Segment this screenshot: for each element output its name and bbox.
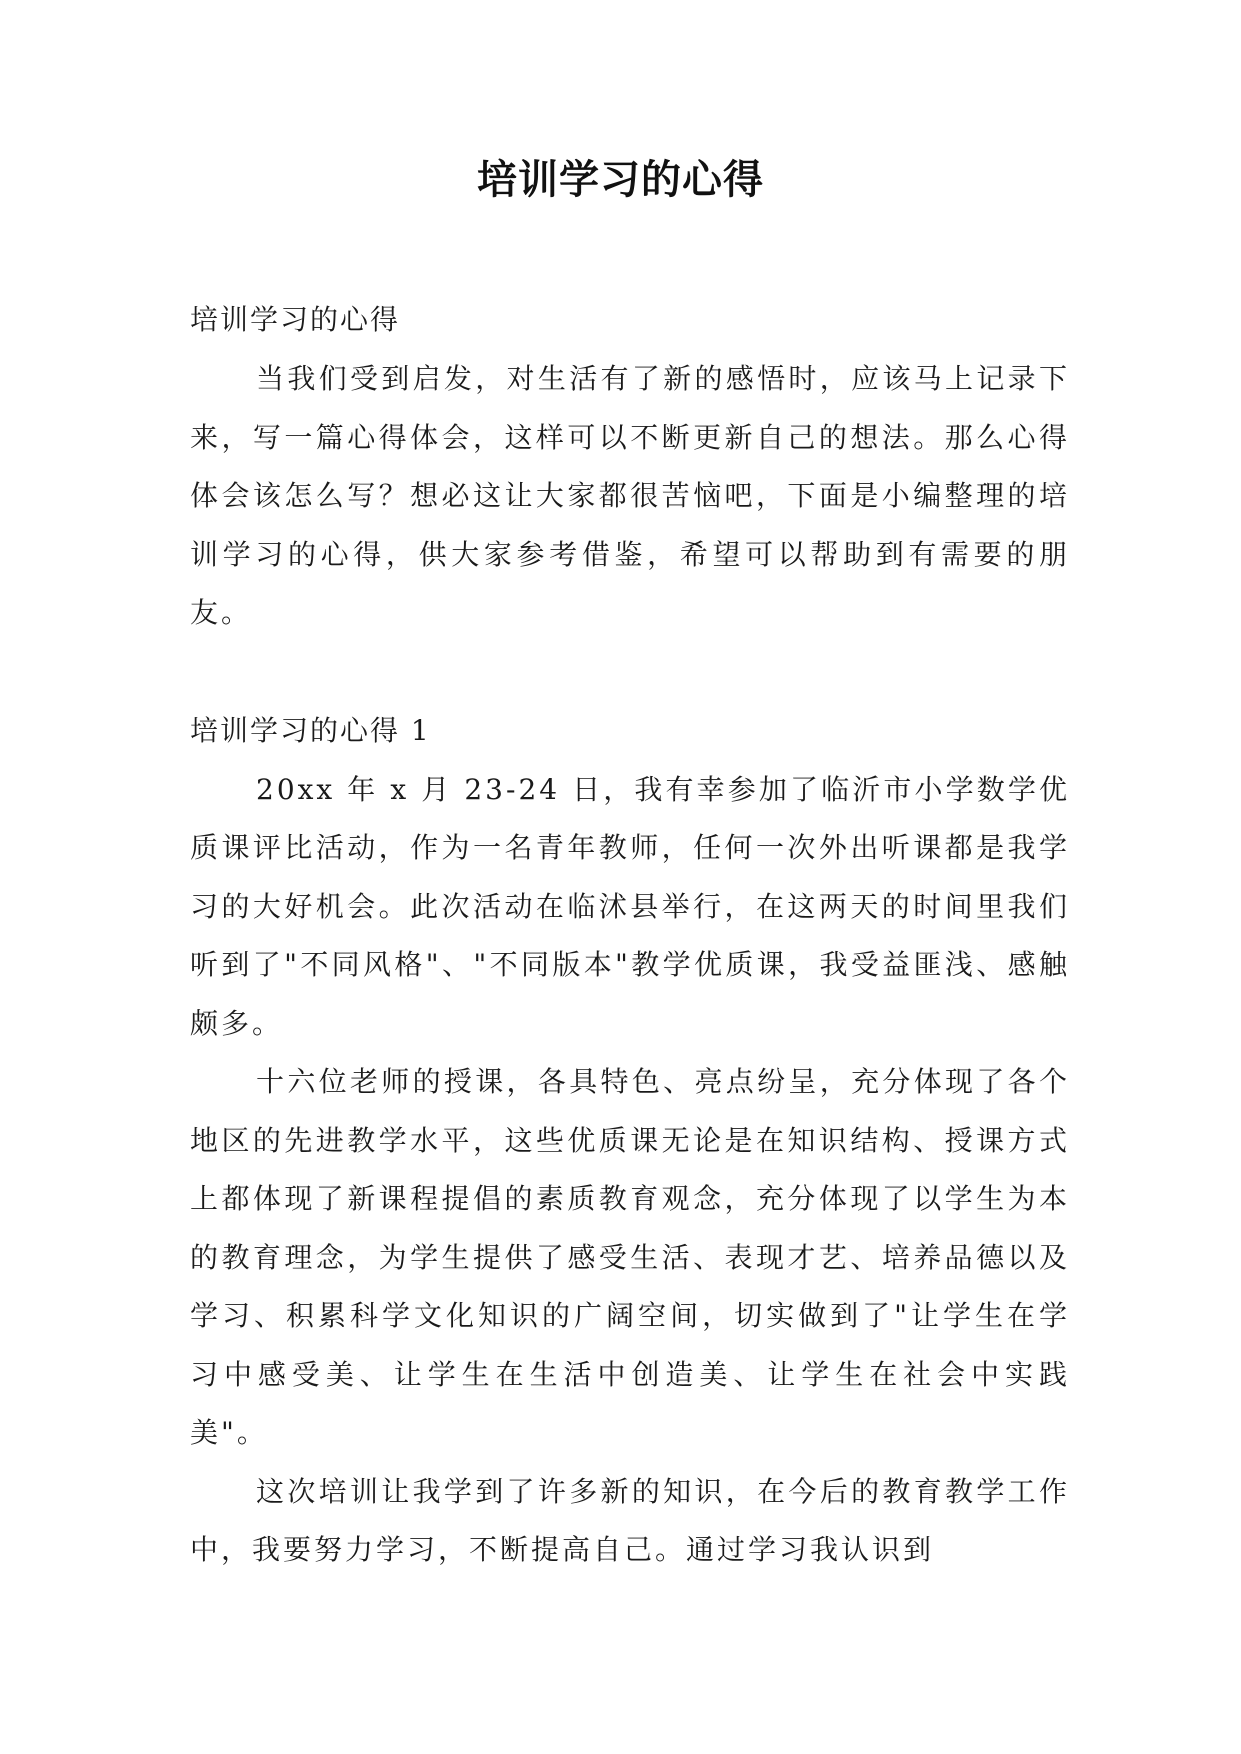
section1-heading: 培训学习的心得 1: [190, 713, 431, 747]
intro-paragraph: 当我们受到启发，对生活有了新的感悟时，应该马上记录下来，写一篇心得体会，这样可以不断更新自己的想法。那么心得体会该怎么写？想必这让大家都很苦恼吧，下面是小编整理的培训学习的心得，供大家参考借鉴，希望可以帮助到有需要的朋友。: [190, 362, 1070, 629]
section1-paragraph-2: 十六位老师的授课，各具特色、亮点纷呈，充分体现了各个地区的先进教学水平，这些优质课无论是在知识结构、授课方式上都体现了新课程提倡的素质教育观念，充分体现了以学生为本的教育理念，为学生提供了感受生活、表现才艺、培养品德以及学习、积累科学文化知识的广阔空间，切实做到了"让学生在学习中感受美、让学生在生活中创造美、让学生在社会中实践美"。: [190, 1065, 1070, 1449]
document-body: [190, 290, 1070, 1580]
section1-paragraph-1: 20xx 年 x 月 23-24 日，我有幸参加了临沂市小学数学优质课评比活动，作为一名青年教师，任何一次外出听课都是我学习的大好机会。此次活动在临沭县举行，在这两天的时间里我们听到了"不同风格"、"不同版本"教学优质课，我受益匪浅、感触颇多。: [190, 772, 1070, 1040]
section1-paragraph-3: 这次培训让我学到了许多新的知识，在今后的教育教学工作中，我要努力学习，不断提高自己。通过学习我认识到: [190, 1474, 1070, 1566]
intro-heading: 培训学习的心得: [190, 303, 401, 336]
document-title: 培训学习的心得: [477, 157, 764, 203]
section-spacer: [190, 643, 1070, 701]
